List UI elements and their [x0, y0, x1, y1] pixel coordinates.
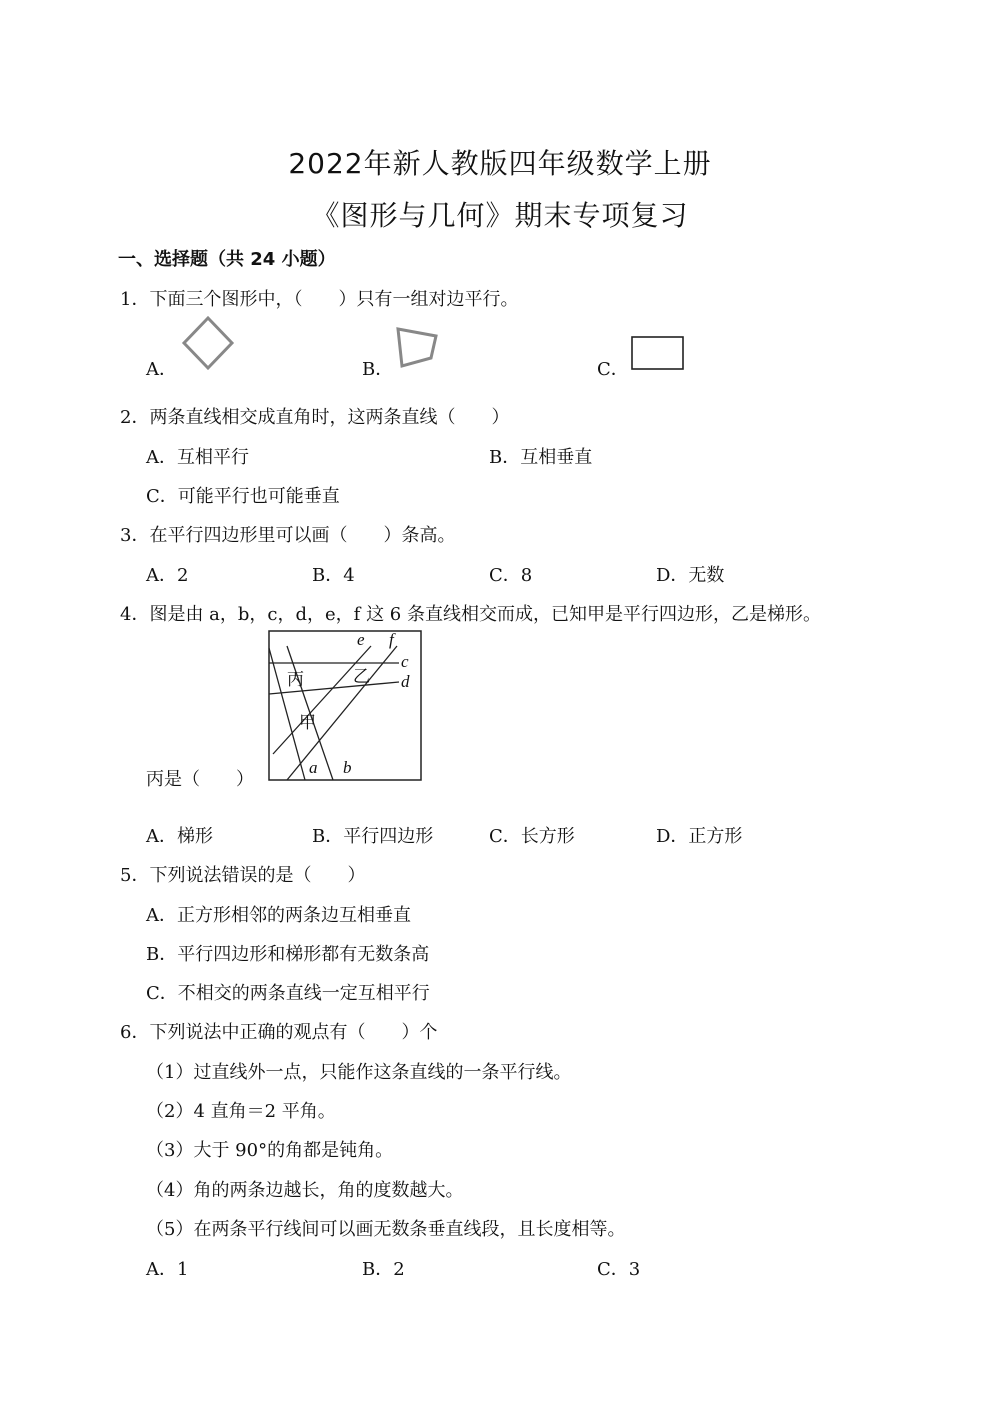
question-6-stem: 6．下列说法中正确的观点有（ ）个	[120, 1022, 438, 1043]
question-4-sub-stem: 丙是（ ）	[146, 769, 254, 790]
question-4-stem: 4．图是由 a，b，c，d，e，f 这 6 条直线相交而成，已知甲是平行四边形，乙是梯形。	[120, 604, 821, 625]
line-label-a: a	[309, 758, 318, 777]
question-6-statement-1: （1）过直线外一点，只能作这条直线的一条平行线。	[146, 1062, 572, 1083]
question-1-option-a: A．	[146, 359, 177, 380]
question-1-option-c: C．	[597, 359, 629, 380]
question-4-option-c: C．长方形	[489, 826, 575, 847]
page-subtitle: 《图形与几何》期末专项复习	[311, 199, 689, 232]
line-label-c: c	[401, 652, 409, 671]
question-4-option-b: B．平行四边形	[312, 826, 434, 847]
question-4-option-d: D．正方形	[656, 826, 743, 847]
question-2-stem: 2．两条直线相交成直角时，这两条直线（ ）	[120, 407, 510, 428]
question-5-option-c: C．不相交的两条直线一定互相平行	[146, 983, 430, 1004]
question-1-stem: 1．下面三个图形中，（ ）只有一组对边平行。	[120, 289, 519, 310]
question-3-option-c: C．8	[489, 565, 533, 586]
question-4-line-figure	[267, 630, 423, 782]
question-2-option-b: B．互相垂直	[489, 447, 593, 468]
question-6-option-b: B．2	[362, 1259, 405, 1280]
question-6-statement-3: （3）大于 90°的角都是钝角。	[146, 1140, 394, 1161]
question-3-option-d: D．无数	[656, 565, 725, 586]
line-label-d: d	[401, 672, 410, 691]
line-label-f: f	[389, 630, 394, 649]
question-5-option-b: B．平行四边形和梯形都有无数条高	[146, 944, 430, 965]
region-label-bing: 丙	[287, 670, 304, 690]
question-1-option-b: B．	[362, 359, 394, 380]
page-title: 2022年新人教版四年级数学上册	[288, 147, 712, 180]
question-6-statement-2: （2）4 直角＝2 平角。	[146, 1101, 336, 1122]
question-2-option-c: C．可能平行也可能垂直	[146, 486, 340, 507]
question-6-option-a: A．1	[146, 1259, 189, 1280]
question-3-option-a: A．2	[146, 565, 189, 586]
question-4-option-a: A．梯形	[146, 826, 213, 847]
section-heading: 一、选择题（共 24 小题）	[118, 249, 336, 270]
question-1-rectangle-figure	[630, 335, 686, 371]
question-1-diamond-figure	[180, 315, 236, 371]
question-3-option-b: B．4	[312, 565, 355, 586]
line-label-e: e	[357, 630, 365, 649]
question-1-trapezoid-figure	[394, 326, 440, 370]
question-5-option-a: A．正方形相邻的两条边互相垂直	[146, 905, 411, 926]
question-5-stem: 5．下列说法错误的是（ ）	[120, 865, 366, 886]
question-6-statement-4: （4）角的两条边越长，角的度数越大。	[146, 1180, 464, 1201]
question-3-stem: 3．在平行四边形里可以画（ ）条高。	[120, 525, 456, 546]
question-6-option-c: C．3	[597, 1259, 641, 1280]
question-6-statement-5: （5）在两条平行线间可以画无数条垂直线段，且长度相等。	[146, 1219, 626, 1240]
question-2-option-a: A．互相平行	[146, 447, 249, 468]
region-label-jia: 甲	[299, 713, 316, 733]
line-label-b: b	[343, 758, 352, 777]
region-label-yi: 乙	[353, 667, 370, 687]
